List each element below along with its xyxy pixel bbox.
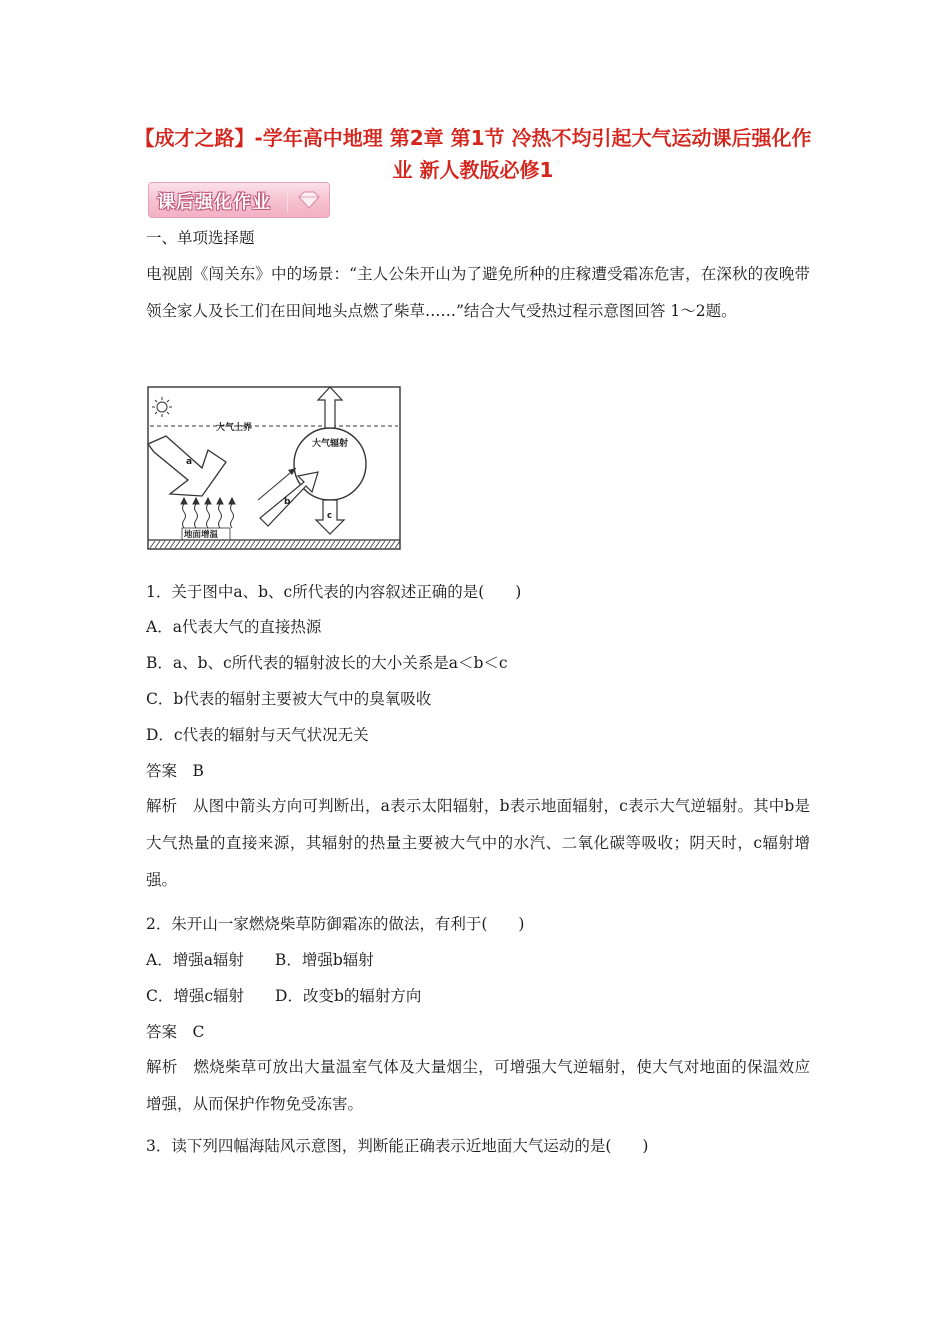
diamond-icon [295,189,323,211]
q2-options-cd: C．增强c辐射 D．改变b的辐射方向 [146,987,422,1005]
q2-analysis: 解析 燃烧柴草可放出大量温室气体及大量烟尘，可增强大气逆辐射，使大气对地面的保温效应增强，从而保护作物免受冻害。 [146,1058,810,1113]
q1-stem: 1．关于图中a、b、c所代表的内容叙述正确的是( ) [146,583,522,601]
q3-stem: 3．读下列四幅海陆风示意图，判断能正确表示近地面大气运动的是( ) [146,1137,649,1155]
q1-option-a: A．a代表大气的直接热源 [146,618,322,636]
section-banner [148,182,330,218]
arrow-a-label: a [186,457,193,467]
q1-option-d: D．c代表的辐射与天气状况无关 [146,726,369,744]
atmosphere-heating-diagram [146,386,402,552]
intro-paragraph: 电视剧《闯关东》中的场景：“主人公朱开山为了避免所种的庄稼遭受霜冻危害，在深秋的夜晚带领全家人及长工们在田间地头点燃了柴草……”结合大气受热过程示意图回答 1～2题。 [146,265,810,320]
banner-divider [287,188,288,212]
section-heading: 一、单项选择题 [146,229,255,247]
banner-label: 课后强化作业 [157,192,271,213]
arrow-c-label: c [327,511,333,521]
q2-stem: 2．朱开山一家燃烧柴草防御霜冻的做法，有利于( ) [146,915,525,933]
upper-boundary-label: 大气上界 [216,423,253,433]
q2-answer: 答案 C [146,1023,205,1041]
document-title: 【成才之路】-学年高中地理 第2章 第1节 冷热不均引起大气运动课后强化作业 新人教版必修1 [134,126,812,182]
ground-warming-label: 地面增温 [184,530,219,540]
q1-option-b: B．a、b、c所代表的辐射波长的大小关系是a＜b＜c [146,654,508,672]
q2-options-ab: A．增强a辐射 B．增强b辐射 [146,951,374,969]
atmos-radiation-label: 大气辐射 [312,439,349,449]
q1-answer: 答案 B [146,762,204,780]
q1-option-c: C．b代表的辐射主要被大气中的臭氧吸收 [146,690,432,708]
arrow-b-label: b [284,497,291,507]
q1-analysis: 解析 从图中箭头方向可判断出，a表示太阳辐射，b表示地面辐射，c表示大气逆辐射。其中b是大气热量的直接来源，其辐射的热量主要被大气中的水汽、二氧化碳等吸收；阴天时，c辐射增强。 [146,797,810,889]
